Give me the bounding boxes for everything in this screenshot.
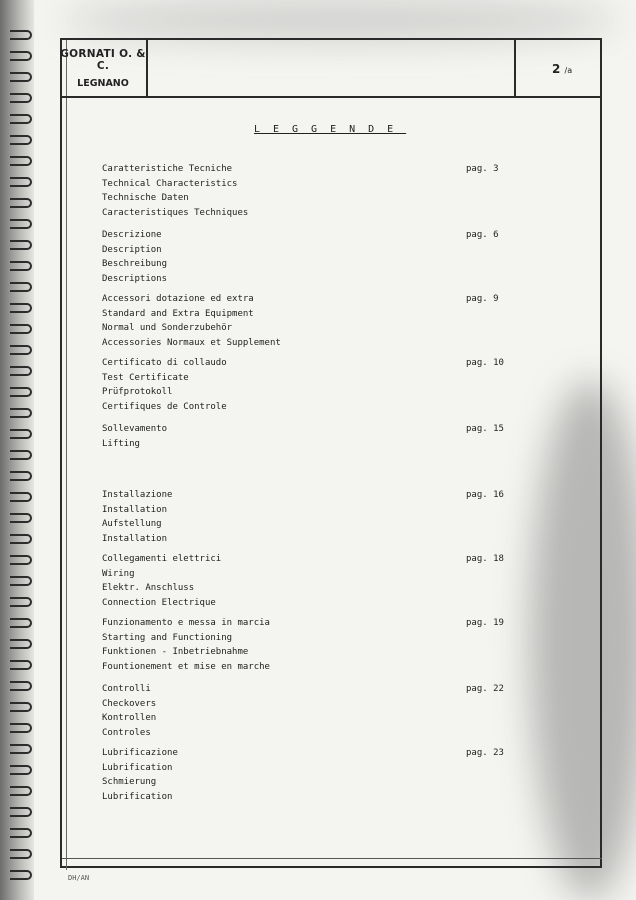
toc-section: [102, 488, 542, 546]
binding-ring: [10, 261, 32, 271]
binding-ring: [10, 177, 32, 187]
toc-section: [102, 292, 542, 350]
binding-ring: [10, 513, 32, 523]
binding-ring: [10, 828, 32, 838]
page-title: LEGGENDE: [254, 124, 407, 135]
toc-page-ref: pag. 23: [466, 748, 504, 758]
binding-ring: [10, 282, 32, 292]
toc-section: [102, 422, 542, 451]
binding-ring: [10, 345, 32, 355]
toc-entry-line: Starting and Functioning: [102, 632, 233, 643]
toc-entry-line: Schmierung: [102, 777, 157, 787]
page-number-suffix: /a: [564, 66, 573, 75]
toc-page-ref: pag. 6: [466, 230, 499, 240]
toc-entry-line: Connection Electrique: [102, 597, 216, 608]
toc-page-ref: pag. 22: [466, 684, 504, 694]
binding-ring: [10, 156, 32, 166]
toc-entry-line: Installation: [102, 533, 168, 544]
binding-ring: [10, 324, 32, 334]
binding-ring: [10, 555, 32, 565]
toc-entry-line: Collegamenti elettrici: [102, 554, 222, 564]
toc-page-ref: pag. 19: [466, 618, 504, 628]
binding-ring: [10, 765, 32, 775]
binding-ring: [10, 51, 32, 61]
toc-section: [102, 682, 542, 740]
binding-ring: [10, 198, 32, 208]
toc-entry-line: Aufstellung: [102, 519, 162, 529]
binding-ring: [10, 135, 32, 145]
toc-entry-line: Certificato di collaudo: [102, 358, 227, 368]
toc-entry-line: Installation: [102, 504, 168, 515]
footer-mark: DH/AN: [68, 874, 90, 882]
toc-page-ref: pag. 15: [466, 424, 504, 434]
toc-section: [102, 356, 542, 414]
binding-ring: [10, 93, 32, 103]
binding-ring: [10, 849, 32, 859]
toc-entry-line: Lubrification: [102, 762, 173, 773]
binding-ring: [10, 681, 32, 691]
toc-entry-line: Checkovers: [102, 698, 157, 709]
binding-ring: [10, 219, 32, 229]
binding-ring: [10, 870, 32, 880]
toc-entry-line: Technische Daten: [102, 193, 189, 203]
toc-entry-line: Descrizione: [102, 230, 162, 240]
toc-entry-line: Funktionen - Inbetriebnahme: [102, 647, 249, 657]
binding-ring: [10, 114, 32, 124]
binding-ring: [10, 618, 32, 628]
toc-entry-line: Lubrificazione: [102, 748, 178, 758]
page-number: [552, 62, 572, 76]
binding-ring: [10, 744, 32, 754]
binding-ring: [10, 429, 32, 439]
binding-ring: [10, 408, 32, 418]
toc-entry-line: Caracteristiques Techniques: [102, 207, 249, 218]
toc-page-ref: pag. 9: [466, 294, 499, 304]
toc-entry-line: Lifting: [102, 438, 140, 449]
binding-ring: [10, 597, 32, 607]
scan-shadow-top: [60, 0, 620, 40]
toc-section: [102, 746, 542, 804]
toc-page-ref: pag. 16: [466, 490, 504, 500]
toc-section: [102, 616, 542, 674]
company-name: GORNATI O. & C.: [60, 48, 146, 72]
binding-ring: [10, 471, 32, 481]
binding-ring: [10, 366, 32, 376]
toc-entry-line: Description: [102, 244, 162, 255]
page-frame-footer-line: [62, 858, 602, 859]
toc-section: [102, 552, 542, 610]
toc-page-ref: pag. 3: [466, 164, 499, 174]
toc-section: [102, 228, 542, 286]
binding-ring: [10, 240, 32, 250]
toc-page-ref: pag. 18: [466, 554, 504, 564]
toc-entry-line: Technical Characteristics: [102, 178, 238, 189]
toc-entry-line: Funzionamento e messa in marcia: [102, 618, 270, 628]
toc-entry-line: Normal und Sonderzubehör: [102, 323, 233, 333]
header-box: [60, 38, 602, 98]
toc-entry-line: Beschreibung: [102, 259, 168, 269]
binding-ring: [10, 639, 32, 649]
toc-entry-line: Standard and Extra Equipment: [102, 308, 254, 319]
company-block: [60, 38, 148, 96]
company-city: LEGNANO: [77, 78, 129, 89]
toc-entry-line: Sollevamento: [102, 424, 168, 434]
toc-entry-line: Caratteristiche Tecniche: [102, 164, 233, 174]
toc-entry-line: Installazione: [102, 490, 173, 500]
binding-ring: [10, 702, 32, 712]
page-number-value: 2: [552, 62, 561, 76]
toc-entry-line: Controlli: [102, 684, 151, 694]
binding-ring: [10, 576, 32, 586]
toc-entry-line: Descriptions: [102, 273, 168, 284]
binding-ring: [10, 660, 32, 670]
binding-ring: [10, 807, 32, 817]
binding-ring: [10, 303, 32, 313]
binding-ring: [10, 786, 32, 796]
binding-ring: [10, 534, 32, 544]
binding-ring: [10, 387, 32, 397]
toc-entry-line: Wiring: [102, 568, 135, 579]
toc-entry-line: Certifiques de Controle: [102, 401, 227, 412]
page-number-block: [514, 38, 602, 96]
binding-ring: [10, 72, 32, 82]
binding-ring: [10, 723, 32, 733]
binding-ring: [10, 30, 32, 40]
toc-entry-line: Test Certificate: [102, 372, 189, 383]
toc-entry-line: Kontrollen: [102, 713, 157, 723]
toc-entry-line: Controles: [102, 727, 151, 738]
toc-page-ref: pag. 10: [466, 358, 504, 368]
toc-entry-line: Prüfprotokoll: [102, 387, 173, 397]
binding-ring: [10, 492, 32, 502]
toc-entry-line: Lubrification: [102, 791, 173, 802]
toc-entry-line: Fountionement et mise en marche: [102, 661, 270, 672]
toc-entry-line: Accessories Normaux et Supplement: [102, 337, 281, 348]
binding-ring: [10, 450, 32, 460]
toc-entry-line: Accessori dotazione ed extra: [102, 294, 254, 304]
toc-entry-line: Elektr. Anschluss: [102, 583, 195, 593]
toc-section: [102, 162, 542, 220]
